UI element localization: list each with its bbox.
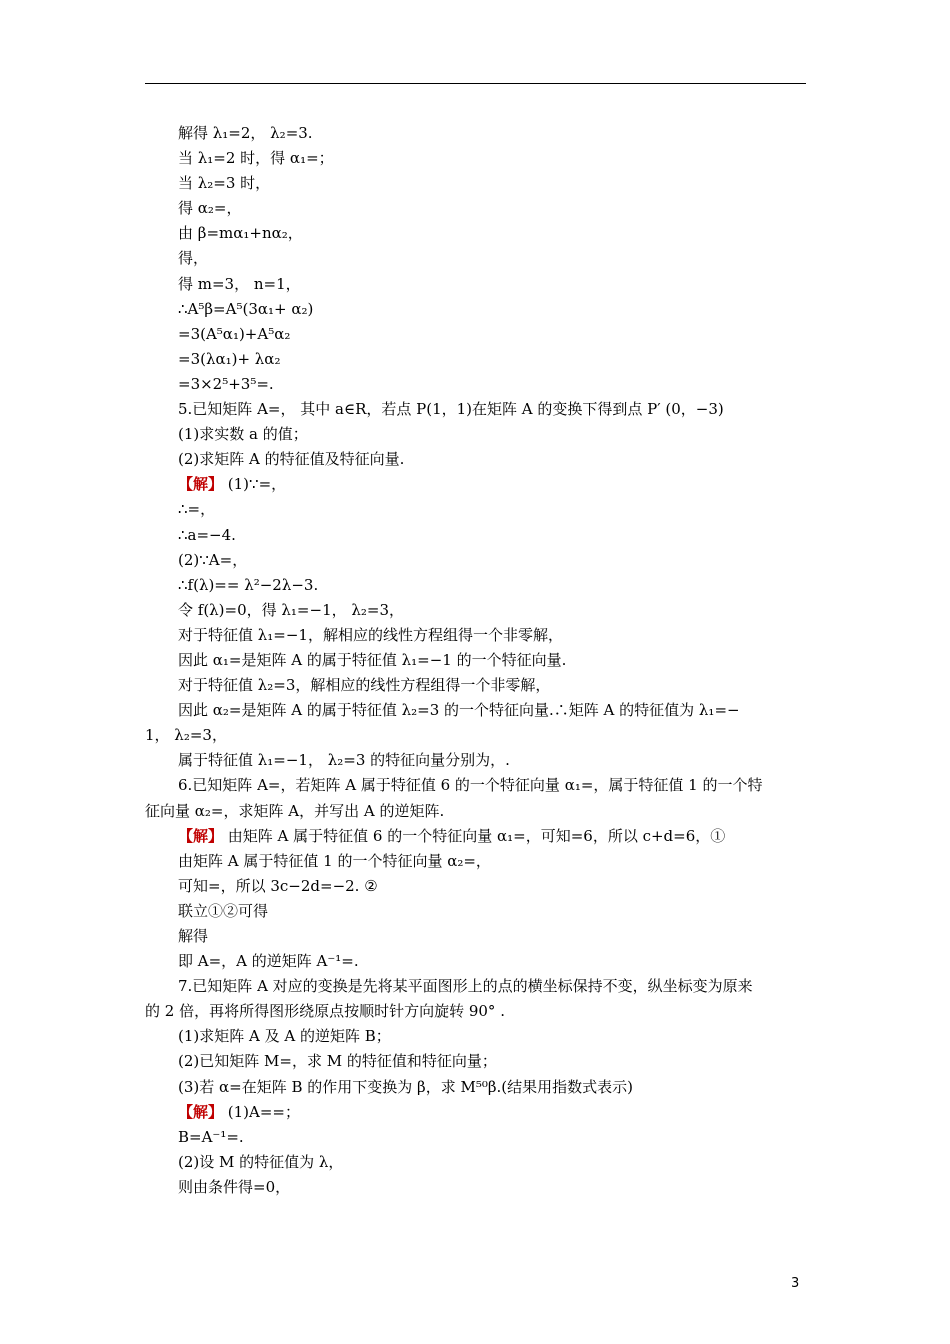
- line-text: (1)求矩阵 A 及 A 的逆矩阵 B；: [178, 1027, 391, 1046]
- text-line: [145, 1049, 807, 1074]
- text-line: [145, 573, 807, 598]
- text-line: [145, 548, 807, 573]
- text-line: [145, 1175, 807, 1200]
- text-line: [145, 1150, 807, 1175]
- line-text: (2)设 M 的特征值为 λ，: [178, 1152, 344, 1171]
- line-text: 1， λ₂=3，: [145, 726, 227, 745]
- line-text: 对于特征值 λ₂=3，解相应的线性方程组得一个非零解，: [178, 676, 551, 695]
- line-text: 由矩阵 A 属于特征值 6 的一个特征向量 α₁=，可知=6，所以 c+d=6，①: [223, 826, 726, 845]
- line-text: 当 λ₁=2 时，得 α₁=；: [178, 149, 334, 168]
- line-text: B=A⁻¹=.: [178, 1127, 244, 1146]
- line-text: 6.已知矩阵 A=，若矩阵 A 属于特征值 6 的一个特征向量 α₁=，属于特征值 1 的一个特: [178, 776, 763, 795]
- text-line: [145, 121, 807, 146]
- line-text: 解得: [178, 927, 209, 945]
- line-text: 即 A=，A 的逆矩阵 A⁻¹=.: [178, 952, 359, 971]
- text-line: [145, 1100, 807, 1125]
- line-text: ∴A⁵β=A⁵(3α₁+ α₂): [178, 299, 314, 318]
- text-line: [145, 171, 807, 196]
- text-line: [145, 673, 807, 698]
- line-text: =3(λα₁)+ λα₂: [178, 349, 281, 368]
- line-text: =3(A⁵α₁)+A⁵α₂: [178, 324, 291, 343]
- line-text: (1)A==；: [223, 1102, 301, 1121]
- text-line: [145, 849, 807, 874]
- text-line: [145, 272, 807, 297]
- text-line: [145, 523, 807, 548]
- line-text: 得 α₂=，: [178, 199, 242, 218]
- header-rule: [145, 83, 806, 84]
- line-text: 当 λ₂=3 时，: [178, 174, 271, 193]
- text-line: [145, 397, 807, 422]
- line-text: 因此 α₂=是矩阵 A 的属于特征值 λ₂=3 的一个特征向量.∴矩阵 A 的特征值为 λ₁=−: [178, 701, 740, 720]
- line-text: (1)求实数 a 的值；: [178, 425, 308, 444]
- line-text: 7.已知矩阵 A 对应的变换是先将某平面图形上的点的横坐标保持不变，纵坐标变为原来: [178, 977, 753, 996]
- line-text: 得 m=3， n=1，: [178, 274, 301, 293]
- text-line: [145, 598, 807, 623]
- line-text: (2)∵A=，: [178, 550, 248, 569]
- text-line: [145, 447, 807, 472]
- text-line: [145, 422, 807, 447]
- line-text: 对于特征值 λ₁=−1，解相应的线性方程组得一个非零解，: [178, 625, 563, 644]
- line-text: 5.已知矩阵 A=， 其中 a∈R，若点 P(1，1)在矩阵 A 的变换下得到点 P′ (0，−3): [178, 400, 724, 419]
- line-text: ∴a=−4.: [178, 525, 236, 544]
- text-line: [145, 773, 807, 798]
- line-text: 的 2 倍，再将所得图形绕原点按顺时针方向旋转 90° .: [145, 1002, 505, 1021]
- text-line: [145, 799, 807, 824]
- text-line: [145, 246, 807, 271]
- line-text: ∴=，: [178, 500, 216, 519]
- line-text: (1)∵=，: [223, 475, 287, 494]
- solution-tag: 【解】: [178, 1102, 224, 1121]
- solution-tag: 【解】: [178, 826, 224, 845]
- text-line: [145, 221, 807, 246]
- page-number: 3: [791, 1276, 800, 1291]
- text-line: [145, 472, 807, 497]
- text-line: [145, 748, 807, 773]
- text-line: [145, 297, 807, 322]
- solution-tag: 【解】: [178, 475, 224, 494]
- text-line: [145, 1024, 807, 1049]
- text-line: [145, 974, 807, 999]
- text-line: [145, 497, 807, 522]
- line-text: 征向量 α₂=，求矩阵 A，并写出 A 的逆矩阵.: [145, 801, 445, 820]
- line-text: 得，: [178, 249, 209, 268]
- text-line: [145, 698, 807, 723]
- text-line: [145, 623, 807, 648]
- document-body: [145, 121, 807, 1200]
- text-line: [145, 949, 807, 974]
- line-text: 令 f(λ)=0，得 λ₁=−1， λ₂=3，: [178, 600, 405, 619]
- text-line: [145, 196, 807, 221]
- line-text: 则由条件得=0，: [178, 1177, 291, 1196]
- text-line: [145, 1075, 807, 1100]
- line-text: 由矩阵 A 属于特征值 1 的一个特征向量 α₂=，: [178, 851, 491, 870]
- text-line: [145, 999, 807, 1024]
- text-line: [145, 824, 807, 849]
- line-text: ∴f(λ)== λ²−2λ−3.: [178, 575, 319, 594]
- line-text: (2)已知矩阵 M=，求 M 的特征值和特征向量；: [178, 1052, 497, 1071]
- line-text: (3)若 α=在矩阵 B 的作用下变换为 β，求 M⁵⁰β.(结果用指数式表示): [178, 1077, 634, 1096]
- text-line: [145, 372, 807, 397]
- line-text: 解得 λ₁=2， λ₂=3.: [178, 124, 313, 142]
- line-text: 由 β=mα₁+nα₂，: [178, 224, 303, 243]
- text-line: [145, 322, 807, 347]
- text-line: [145, 648, 807, 673]
- text-line: [145, 924, 807, 949]
- line-text: 因此 α₁=是矩阵 A 的属于特征值 λ₁=−1 的一个特征向量.: [178, 650, 567, 669]
- text-line: [145, 874, 807, 899]
- line-text: 属于特征值 λ₁=−1， λ₂=3 的特征向量分别为，.: [178, 751, 510, 770]
- line-text: 可知=，所以 3c−2d=−2. ②: [178, 876, 378, 895]
- line-text: 联立①②可得: [178, 901, 269, 920]
- line-text: (2)求矩阵 A 的特征值及特征向量.: [178, 450, 405, 469]
- text-line: [145, 723, 807, 748]
- text-line: [145, 347, 807, 372]
- text-line: [145, 899, 807, 924]
- text-line: [145, 1125, 807, 1150]
- text-line: [145, 146, 807, 171]
- line-text: =3×2⁵+3⁵=.: [178, 374, 274, 393]
